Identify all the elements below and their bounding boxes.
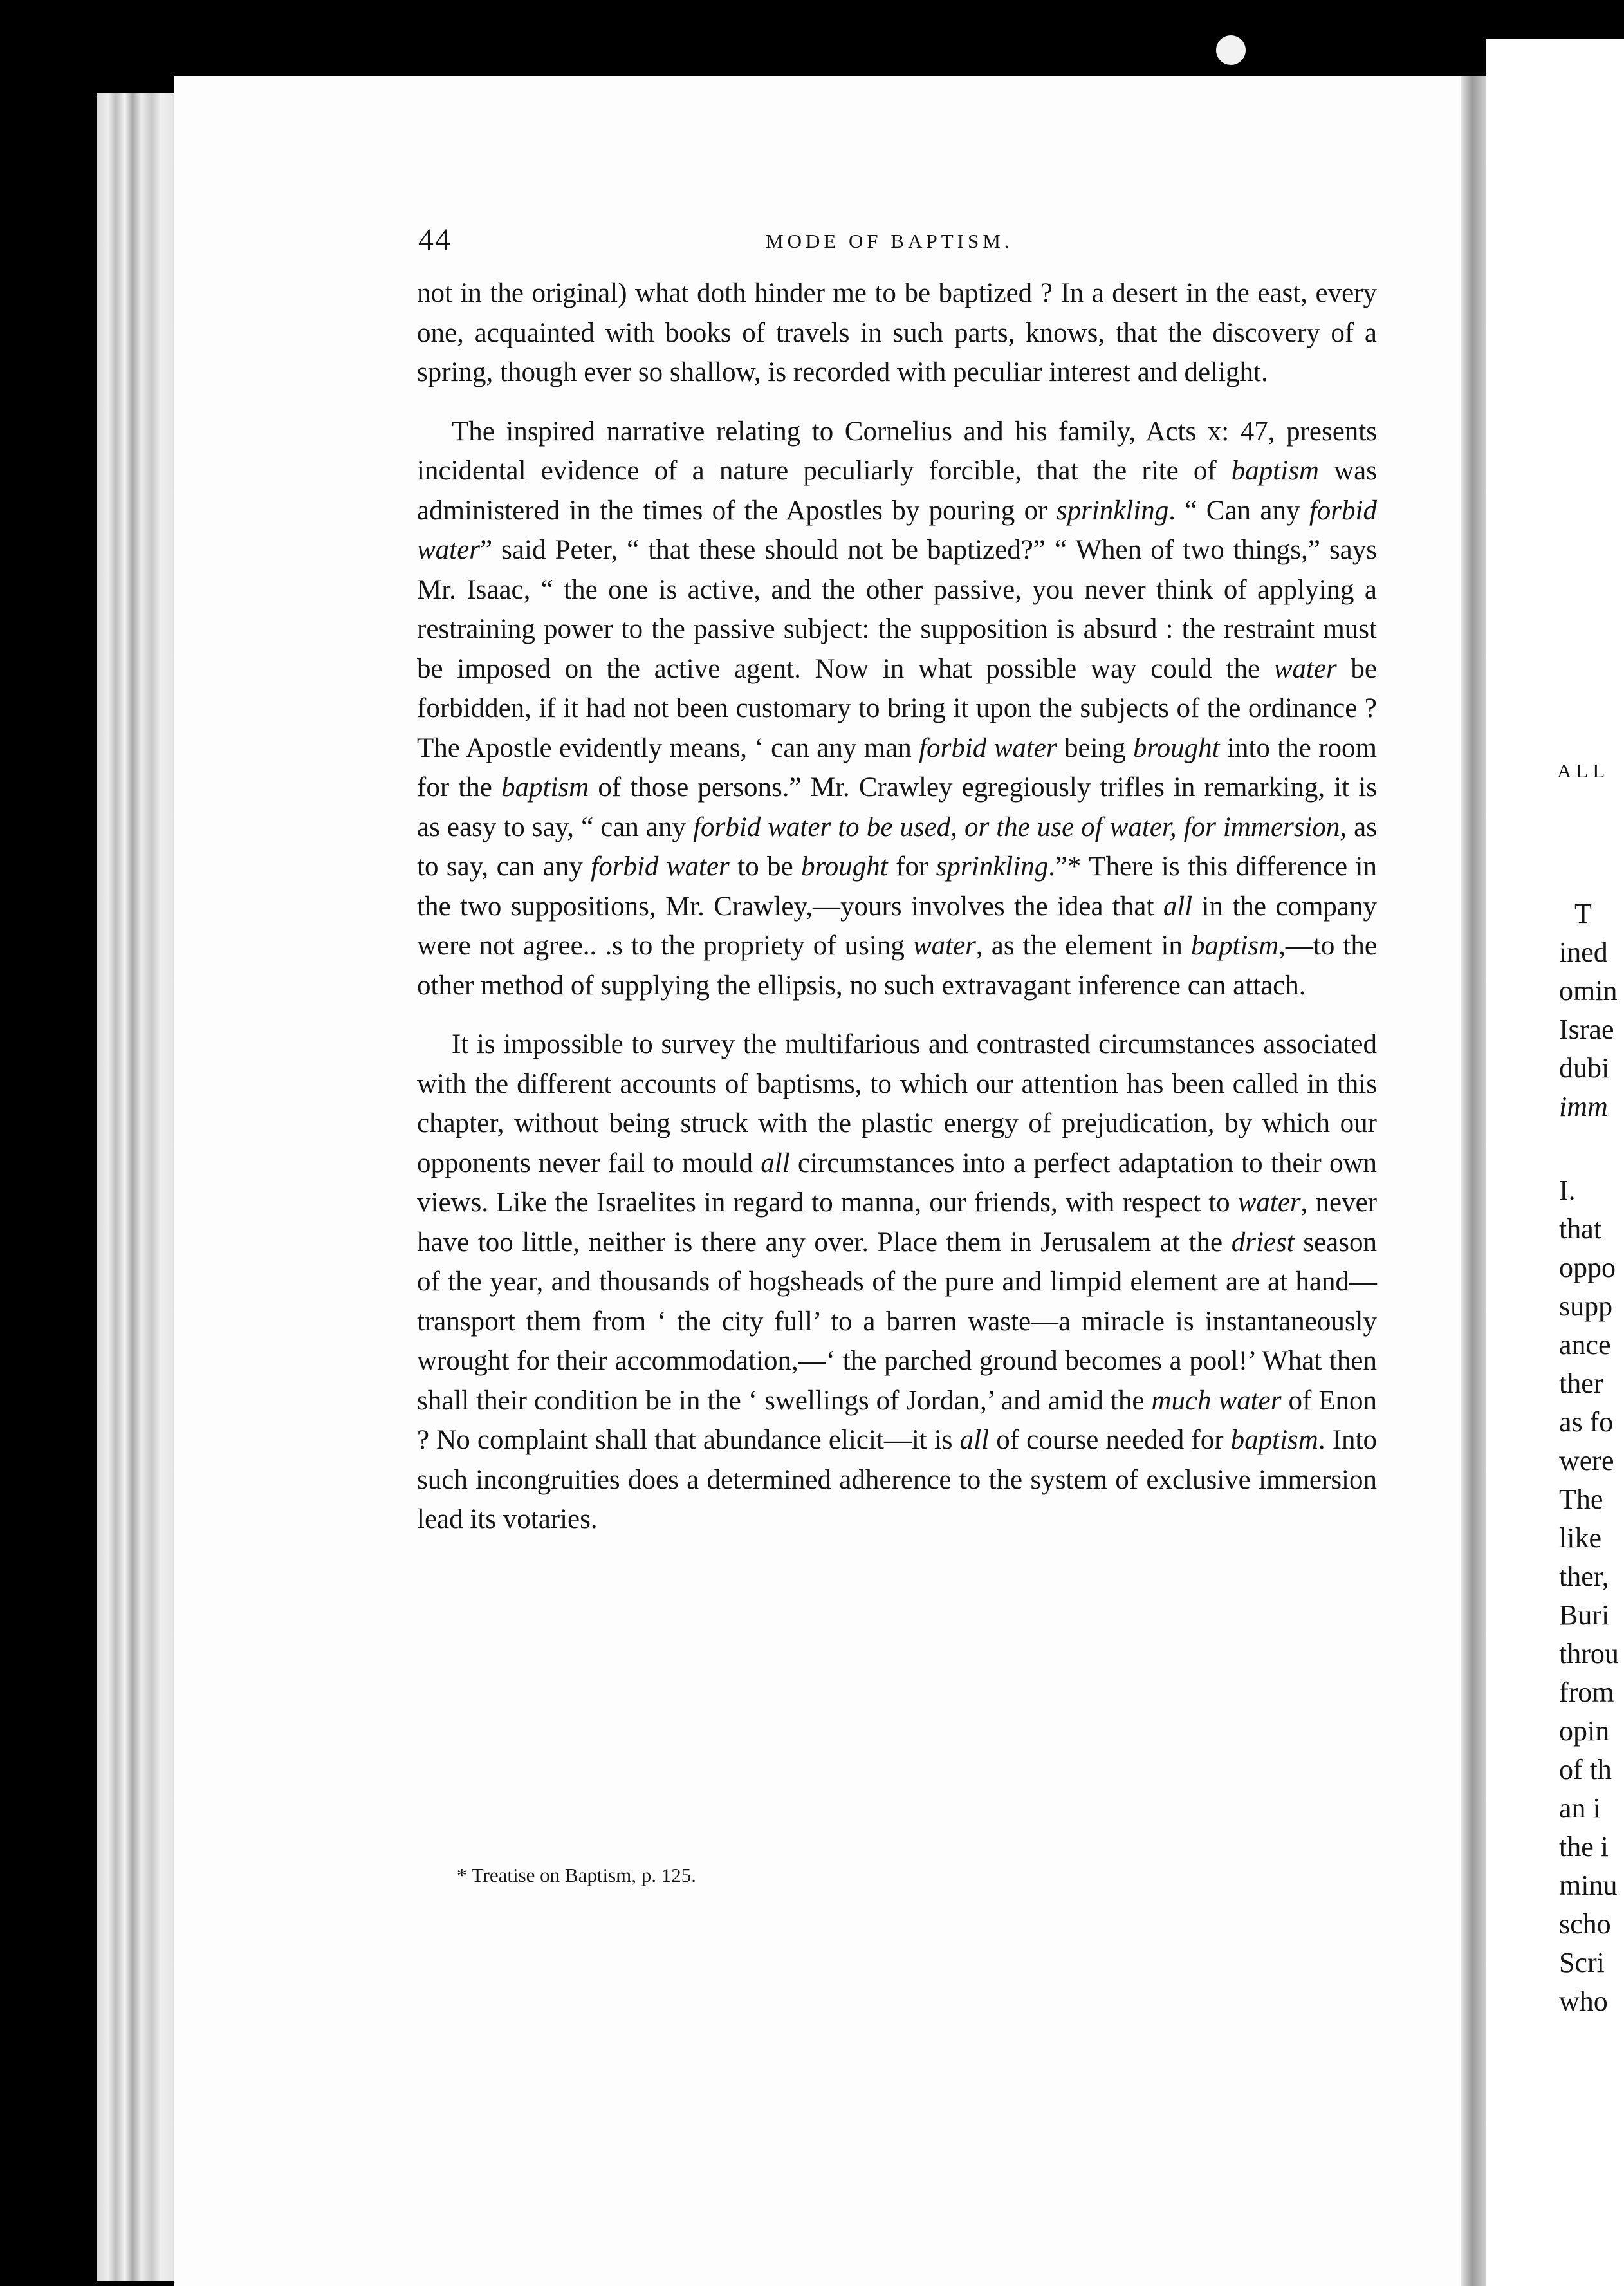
facing-paragraph-gap (1559, 1126, 1624, 1171)
facing-line-fragment: throu (1559, 1638, 1619, 1669)
facing-line-fragment: imm (1559, 1091, 1608, 1122)
facing-line-fragment: T (1574, 898, 1592, 929)
footnote: * Treatise on Baptism, p. 125. (457, 1864, 697, 1886)
paragraph-2: The inspired narrative relating to Cornelius and his family, Acts x: 47, presents incidental evidence of a nature peculiarly forcible, that the rite of baptism was administered in the times of the Apostles by pouring or sprinkling. “ Can any forbid water” said Peter, “ that these should not be baptized?” “ When of two things,” says Mr. Isaac, “ the one is active, and the other passive, you never think of applying a restraining power to the passive subject: the supposition is absurd : the restraint must be imposed on the active agent. Now in what possible way could the water be forbidden, if it had not been customary to bring it upon the subjects of the ordinance ? The Apostle evidently means, ‘ can any man forbid water being brought into the room for the baptism of those persons.” Mr. Crawley egregiously trifles in remarking, it is as easy to say, “ can any forbid water to be used, or the use of water, for immersion, as to say, can any forbid water to be brought for sprinkling.”* There is this difference in the two suppositions, Mr. Crawley,—yours involves the idea that all in the company were not agree.. .s to the propriety of using water, as the element in baptism,—to the other method of supplying the ellipsis, no such extravagant inference can attach. (417, 416, 1378, 1001)
facing-line-fragment: like (1559, 1522, 1601, 1554)
facing-line-fragment: dubi (1559, 1052, 1610, 1084)
facing-line-fragment: ance (1559, 1329, 1611, 1361)
facing-line-fragment: ther (1559, 1368, 1603, 1399)
facing-line-fragment: opin (1559, 1715, 1610, 1747)
running-title: MODE OF BAPTISM. (766, 230, 1013, 252)
facing-line-fragment: were (1559, 1445, 1614, 1476)
facing-running-head: ALL (1557, 759, 1610, 782)
facing-line-fragment: as fo (1559, 1406, 1614, 1438)
facing-line-fragment: an i (1559, 1792, 1601, 1824)
facing-line-fragment: omin (1559, 975, 1618, 1007)
facing-line-fragment: I. (1559, 1175, 1576, 1206)
facing-line-fragment: from (1559, 1677, 1614, 1708)
book-page-edges (97, 93, 177, 2281)
facing-line-fragment: supp (1559, 1290, 1613, 1322)
facing-line-fragment: Buri (1559, 1599, 1610, 1631)
facing-line-fragment: of th (1559, 1754, 1612, 1785)
page-number: 44 (418, 223, 452, 257)
book-gutter (1461, 76, 1486, 2286)
scan-blot (1216, 35, 1246, 65)
facing-line-fragment: who (1559, 1985, 1608, 2017)
facing-line-fragment: ined (1559, 936, 1608, 968)
facing-line-fragment: oppo (1559, 1252, 1616, 1283)
facing-line-fragment: that (1559, 1213, 1601, 1245)
facing-page-text (1559, 895, 1624, 2021)
scan-border (0, 0, 1624, 84)
facing-line-fragment: minu (1559, 1870, 1618, 1901)
facing-line-fragment: ther, (1559, 1561, 1609, 1592)
paragraph-3: It is impossible to survey the multifarious and contrasted circumstances associated with the different accounts of baptisms, to which our attention has been called in this chapter, without being struck with the plastic energy of prejudication, by which our opponents never fail to mould all circumstances into a perfect adaptation to their own views. Like the Israelites in regard to manna, our friends, with respect to water, never have too little, neither is there any over. Place them in Jerusalem at the driest season of the year, and thousands of hogsheads of the pure and limpid element are at hand—transport them from ‘ the city full’ to a barren waste—a miracle is instantaneously wrought for their accommodation,—‘ the parched ground becomes a pool!’ What then shall their condition be in the ‘ swellings of Jordan,’ and amid the much water of Enon ? No complaint shall that abundance elicit—it is all of course needed for baptism. Into such incongruities does a determined adherence to the system of exclusive immersion lead its votaries. (417, 1029, 1378, 1534)
paragraph-1: not in the original) what doth hinder me to be baptized ? In a desert in the east, every one, acquainted with books of travels in such parts, knows, that the discovery of a spring, though ever so shallow, is recorded with peculiar interest and delight. (417, 278, 1377, 387)
facing-page (1486, 39, 1624, 2286)
facing-line-fragment: Israe (1559, 1014, 1614, 1045)
facing-line-fragment: the i (1559, 1831, 1609, 1863)
running-head (418, 222, 1448, 261)
body-text (417, 274, 1377, 1539)
facing-line-fragment: scho (1559, 1908, 1611, 1940)
facing-line-fragment: The (1559, 1483, 1603, 1515)
facing-line-fragment: Scri (1559, 1947, 1605, 1978)
